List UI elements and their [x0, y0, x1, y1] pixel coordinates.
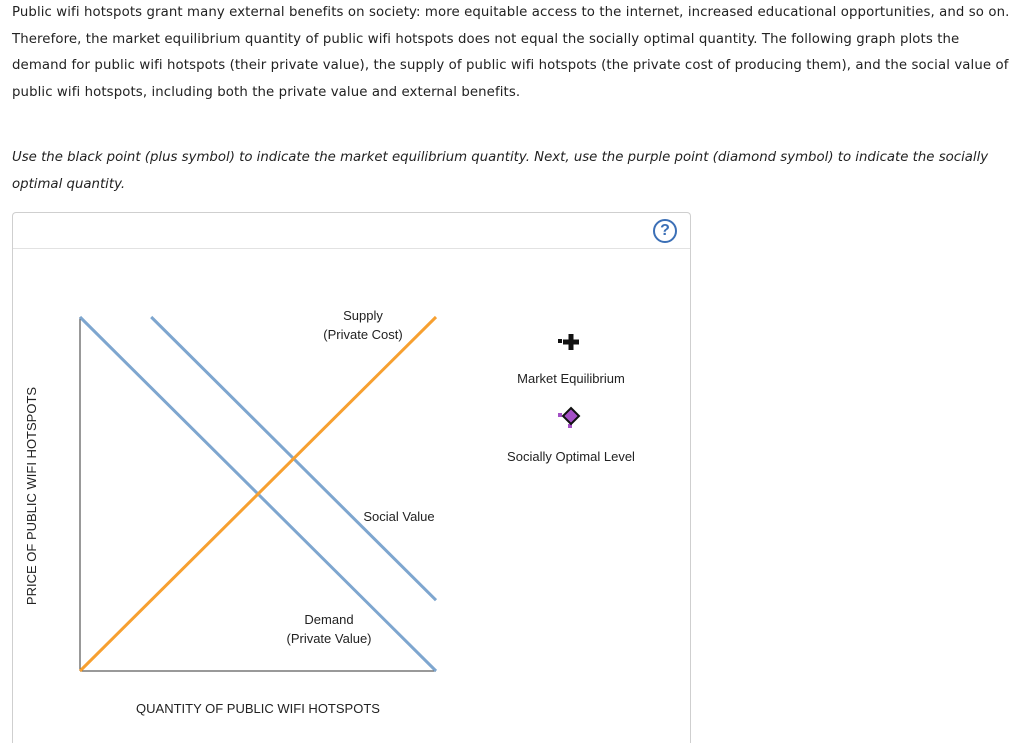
instruction-paragraph: Use the black point (plus symbol) to indicate the market equilibrium quantity. Next, use the purple point (diamond symbol) to indicate the socially optimal quantity.: [12, 150, 989, 192]
graph-panel: [12, 212, 691, 743]
supply-label-line2: (Private Cost): [323, 327, 403, 342]
socially-optimal-label: Socially Optimal Level: [507, 449, 635, 464]
demand-label-line1: Demand: [304, 612, 354, 627]
market-point-handle-icon: [558, 339, 562, 343]
demand-label-line2: (Private Value): [286, 631, 372, 646]
x-axis-label: QUANTITY OF PUBLIC WIFI HOTSPOTS: [136, 701, 380, 716]
socially-optimal-tool[interactable]: [558, 408, 579, 428]
help-button[interactable]: ?: [653, 219, 677, 243]
chart-svg: [13, 213, 690, 729]
plus-icon: [563, 334, 579, 350]
intro-paragraph: Public wifi hotspots grant many external benefits on society: more equitable access to the internet, increased educational opportunities, and so on. Therefore, the market equilibrium quantity of public wifi hotspots does not equal the socially optimal quantity. The following graph plots the demand for public wifi hotspots (their private value), the supply of public wifi hotspots (the private cost of producing them), and the social value of public wifi hotspots, including both the private value and external benefits.: [12, 5, 1010, 101]
optimal-point-handle-icon: [558, 413, 562, 417]
y-axis-label: PRICE OF PUBLIC WIFI HOTSPOTS: [24, 386, 39, 606]
market-equilibrium-tool[interactable]: [558, 334, 579, 350]
market-equilibrium-label: Market Equilibrium: [517, 371, 625, 386]
diamond-icon: [563, 408, 579, 424]
social-value-label: Social Value: [363, 509, 435, 524]
supply-label-line1: Supply: [343, 308, 383, 323]
